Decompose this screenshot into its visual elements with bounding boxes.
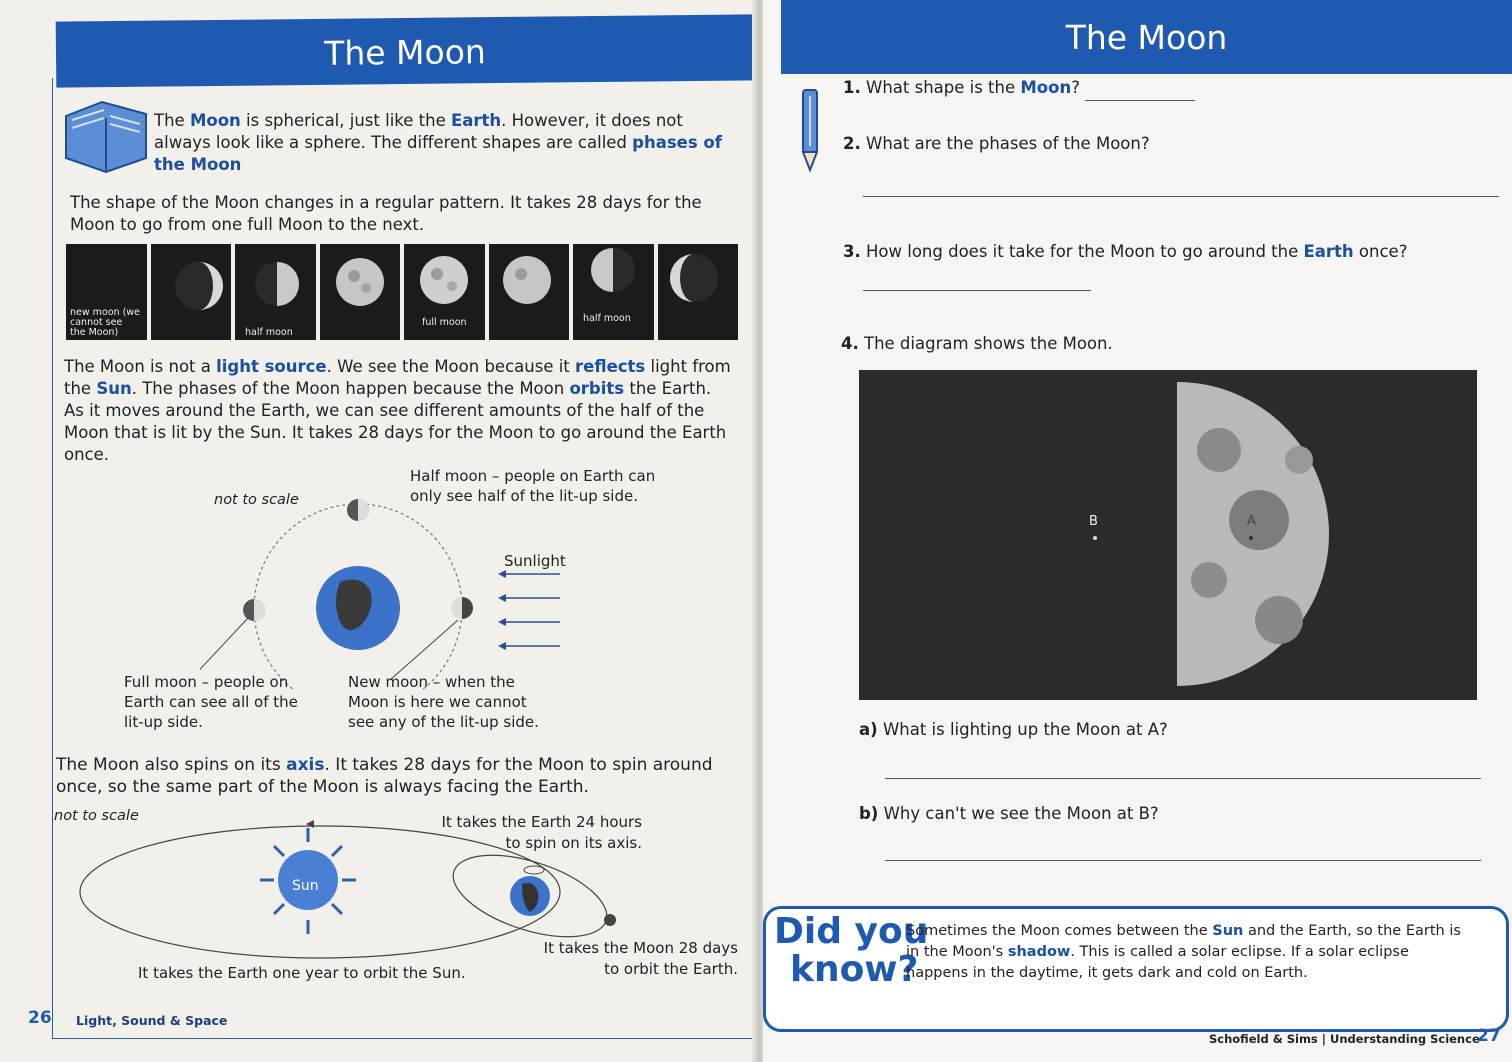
- sun-label: Sun: [292, 878, 319, 894]
- half-moon-label: Half moon – people on Earth can only see half of the lit-up side.: [410, 467, 656, 505]
- earth-spin-label: It takes the Earth 24 hours to spin on its axis.: [441, 813, 642, 852]
- answer-line-1[interactable]: [1085, 100, 1195, 101]
- phase-last-quarter: half moon: [573, 244, 654, 340]
- left-page-title: The Moon: [56, 14, 755, 87]
- left-section-name: Light, Sound & Space: [76, 1013, 228, 1028]
- did-you-know-box: [763, 906, 1509, 1032]
- light-source-paragraph: The Moon is not a light source. We see the Moon because it reflects light from the Sun. The phases of the Moon happen because the Moon orbits the Earth. As it moves around the Earth, we can see different amounts of the half of the Moon that is lit by the Sun. It takes 28 days for the Moon to go around the Earth once.: [64, 357, 731, 464]
- phase-waxing-gibbous: [320, 244, 401, 340]
- new-moon-label: New moon – when the Moon is here we cannot see any of the lit-up side.: [348, 673, 539, 731]
- did-you-know-text: Sometimes the Moon comes between the Sun and the Earth, so the Earth is in the Moon's shadow. This is called a solar eclipse. If a solar eclipse happens in the daytime, it gets dark and cold on Earth.: [906, 923, 1461, 981]
- moon-phases-strip: [66, 244, 738, 340]
- intro-paragraph: The Moon is spherical, just like the Earth. However, it does not always look like a sphere. The different shapes are called phases of the Moon: [154, 111, 722, 174]
- phase-waxing-crescent: [151, 244, 232, 340]
- full-moon-label: Full moon – people on Earth can see all of the lit-up side.: [124, 673, 298, 731]
- point-a-label: A: [1247, 514, 1256, 529]
- question-4a: a) What is lighting up the Moon at A?: [859, 720, 1168, 739]
- answer-line-2[interactable]: [863, 196, 1499, 197]
- left-page-number: 26: [28, 1008, 52, 1028]
- moon-orbit-diagram: [200, 490, 580, 690]
- earth-orbit-label: It takes the Earth one year to orbit the Sun.: [138, 964, 466, 982]
- right-page: [763, 0, 1512, 1062]
- question-2: 2. What are the phases of the Moon?: [843, 134, 1150, 153]
- moon-half-lit-image: [859, 370, 1477, 700]
- shape-paragraph: The shape of the Moon changes in a regular pattern. It takes 28 days for the Moon to go from one full Moon to the next.: [70, 193, 702, 234]
- not-to-scale-label-2: not to scale: [54, 808, 139, 824]
- answer-line-4b[interactable]: [885, 860, 1481, 861]
- phase-waning-crescent: [658, 244, 739, 340]
- answer-line-4a[interactable]: [885, 778, 1481, 779]
- book-icon: [60, 96, 152, 176]
- publisher-footer: Schofield & Sims | Understanding Science: [1209, 1032, 1480, 1046]
- pencil-icon: [791, 86, 831, 176]
- right-page-title: The Moon: [781, 0, 1512, 74]
- point-b-label: B: [1089, 514, 1098, 529]
- phase-new-moon: new moon (we cannot see the Moon): [66, 244, 147, 340]
- moon-orbit-label: It takes the Moon 28 days to orbit the Earth.: [543, 939, 738, 978]
- phase-waning-gibbous: [489, 244, 570, 340]
- answer-line-3[interactable]: [863, 290, 1091, 291]
- question-1: 1. What shape is the Moon?: [843, 78, 1080, 97]
- phase-full-moon: full moon: [404, 244, 485, 340]
- did-you-know-title: Did you know?: [774, 911, 929, 990]
- right-page-number: 27: [1477, 1026, 1501, 1046]
- not-to-scale-label-1: not to scale: [214, 492, 299, 508]
- axis-paragraph: The Moon also spins on its axis. It takes 28 days for the Moon to spin around once, so the same part of the Moon is always facing the Earth.: [56, 755, 713, 797]
- question-4b: b) Why can't we see the Moon at B?: [859, 804, 1159, 823]
- question-3: 3. How long does it take for the Moon to go around the Earth once?: [843, 242, 1408, 261]
- question-4: 4. The diagram shows the Moon.: [841, 334, 1113, 353]
- sunlight-label: Sunlight: [504, 552, 566, 570]
- phase-first-quarter: half moon: [235, 244, 316, 340]
